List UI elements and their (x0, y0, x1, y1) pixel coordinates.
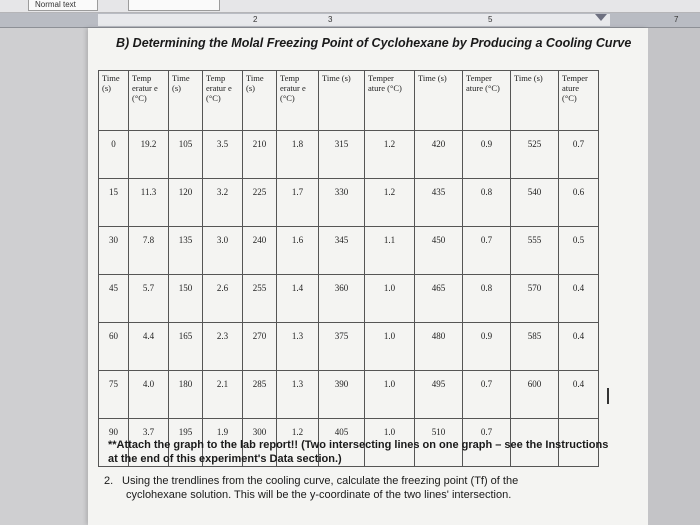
table-row (99, 275, 599, 323)
table-cell[interactable]: 600 (511, 371, 559, 419)
table-cell[interactable]: 375 (319, 323, 365, 371)
header-cell: Time (s) (169, 71, 203, 131)
right-indent-marker[interactable] (595, 14, 607, 21)
table-cell[interactable]: 1.1 (365, 227, 415, 275)
table-cell[interactable]: 495 (415, 371, 463, 419)
table-cell[interactable]: 105 (169, 131, 203, 179)
table-cell[interactable]: 285 (243, 371, 277, 419)
table-cell[interactable]: 60 (99, 323, 129, 371)
table-cell[interactable]: 480 (415, 323, 463, 371)
question-number: 2. (104, 475, 114, 487)
table-cell[interactable]: 7.8 (129, 227, 169, 275)
table-cell[interactable]: 540 (511, 179, 559, 227)
table-cell[interactable]: 0.9 (463, 323, 511, 371)
table-cell[interactable]: 0.4 (559, 275, 599, 323)
table-cell[interactable]: 45 (99, 275, 129, 323)
cooling-curve-table (98, 70, 599, 467)
table-cell[interactable]: 1.2 (365, 131, 415, 179)
table-cell[interactable]: 465 (415, 275, 463, 323)
table-cell[interactable]: 315 (319, 131, 365, 179)
table-cell[interactable]: 555 (511, 227, 559, 275)
table-cell[interactable]: 0.4 (559, 323, 599, 371)
table-cell[interactable]: 0.4 (559, 371, 599, 419)
table-cell[interactable]: 270 (243, 323, 277, 371)
table-cell[interactable]: 165 (169, 323, 203, 371)
notes-section (104, 438, 614, 502)
table-cell[interactable]: 1.8 (277, 131, 319, 179)
table-cell[interactable]: 1.3 (277, 323, 319, 371)
header-cell: Time (s) (511, 71, 559, 131)
table-cell[interactable]: 225 (243, 179, 277, 227)
header-cell: Time (s) (99, 71, 129, 131)
table-cell[interactable]: 2.3 (203, 323, 243, 371)
table-cell[interactable]: 210 (243, 131, 277, 179)
table-cell[interactable]: 3.0 (203, 227, 243, 275)
table-cell[interactable]: 405 (319, 419, 365, 467)
table-cell[interactable]: 1.9 (203, 419, 243, 467)
table-cell[interactable]: 2.6 (203, 275, 243, 323)
table-cell[interactable]: 0.8 (463, 179, 511, 227)
table-cell[interactable]: 1.4 (277, 275, 319, 323)
table-cell[interactable]: 3.5 (203, 131, 243, 179)
table-cell[interactable]: 240 (243, 227, 277, 275)
header-cell: Temp eratur e (°C) (277, 71, 319, 131)
paragraph-style-dropdown[interactable]: Normal text (28, 0, 98, 11)
table-cell[interactable]: 15 (99, 179, 129, 227)
ruler-mark: 3 (328, 15, 333, 24)
ruler-mark: 2 (253, 15, 258, 24)
question-2 (104, 474, 614, 502)
table-cell[interactable]: 255 (243, 275, 277, 323)
table-cell[interactable]: 0 (99, 131, 129, 179)
question-2-line-1: Using the trendlines from the cooling curve, calculate the freezing point (Tf) of the (122, 475, 519, 487)
table-header-row (99, 71, 599, 131)
table-cell[interactable]: 390 (319, 371, 365, 419)
table-cell[interactable]: 150 (169, 275, 203, 323)
table-cell[interactable]: 570 (511, 275, 559, 323)
table-cell[interactable]: 360 (319, 275, 365, 323)
header-cell: Temp eratur e (°C) (203, 71, 243, 131)
table-cell[interactable]: 0.7 (559, 131, 599, 179)
table-cell[interactable]: 3.2 (203, 179, 243, 227)
table-cell[interactable]: 1.0 (365, 275, 415, 323)
header-cell: Temper ature (°C) (365, 71, 415, 131)
question-2-line-2: cyclohexane solution. This will be the y-coordinate of the two lines' intersection. (126, 489, 512, 501)
table-cell[interactable]: 0.5 (559, 227, 599, 275)
table-cell[interactable]: 525 (511, 131, 559, 179)
table-cell[interactable]: 195 (169, 419, 203, 467)
table-cell[interactable]: 0.8 (463, 275, 511, 323)
table-cell[interactable]: 420 (415, 131, 463, 179)
ruler-mark: 7 (674, 15, 679, 24)
table-cell[interactable]: 510 (415, 419, 463, 467)
header-cell: Time (s) (319, 71, 365, 131)
table-cell[interactable]: 1.6 (277, 227, 319, 275)
table-cell[interactable]: 300 (243, 419, 277, 467)
table-cell[interactable]: 4.4 (129, 323, 169, 371)
font-dropdown[interactable] (128, 0, 220, 11)
ruler-track (98, 14, 610, 26)
table-row (99, 371, 599, 419)
table-cell[interactable]: 1.0 (365, 323, 415, 371)
table-cell[interactable]: 90 (99, 419, 129, 467)
table-cell[interactable]: 1.0 (365, 419, 415, 467)
table-cell[interactable]: 0.7 (463, 227, 511, 275)
table-row (99, 227, 599, 275)
table-cell[interactable]: 0.6 (559, 179, 599, 227)
table-cell[interactable]: 2.1 (203, 371, 243, 419)
table-cell[interactable]: 1.3 (277, 371, 319, 419)
table-cell[interactable]: 0.9 (463, 131, 511, 179)
table-cell[interactable]: 11.3 (129, 179, 169, 227)
table-cell[interactable]: 0.7 (463, 371, 511, 419)
ruler-mark: 5 (488, 15, 493, 24)
table-cell[interactable]: 3.7 (129, 419, 169, 467)
table-row (99, 323, 599, 371)
header-cell: Time (s) (415, 71, 463, 131)
header-cell: Time (s) (243, 71, 277, 131)
header-cell: Temper ature (°C) (559, 71, 599, 131)
table-cell[interactable]: 0.7 (463, 419, 511, 467)
attach-graph-note: **Attach the graph to the lab report!! (Two intersecting lines on one graph – see the Instructions at the end of this experiment's Data section.) (108, 439, 609, 465)
table-cell[interactable]: 435 (415, 179, 463, 227)
table-row (99, 131, 599, 179)
header-cell: Temper ature (°C) (463, 71, 511, 131)
table-cell[interactable]: 1.7 (277, 179, 319, 227)
table-cell[interactable]: 585 (511, 323, 559, 371)
table-cell[interactable]: 135 (169, 227, 203, 275)
document-page[interactable] (88, 28, 648, 525)
table-body (99, 131, 599, 467)
table-cell[interactable]: 180 (169, 371, 203, 419)
table-row (99, 179, 599, 227)
page-margin-area (648, 28, 700, 525)
table-cell[interactable]: 330 (319, 179, 365, 227)
table-cell[interactable]: 1.2 (277, 419, 319, 467)
table-cell[interactable]: 345 (319, 227, 365, 275)
text-cursor (607, 388, 609, 404)
ruler[interactable] (0, 13, 700, 28)
table-cell[interactable]: 120 (169, 179, 203, 227)
table-cell[interactable]: 4.0 (129, 371, 169, 419)
table-cell[interactable]: 30 (99, 227, 129, 275)
header-cell: Temp eratur e (°C) (129, 71, 169, 131)
section-heading: B) Determining the Molal Freezing Point of Cyclohexane by Producing a Cooling Curve (116, 36, 632, 50)
table-cell[interactable]: 1.2 (365, 179, 415, 227)
table-cell[interactable]: 1.0 (365, 371, 415, 419)
table-cell[interactable]: 450 (415, 227, 463, 275)
table-cell[interactable]: 75 (99, 371, 129, 419)
table-cell[interactable]: 5.7 (129, 275, 169, 323)
toolbar (0, 0, 700, 13)
table-cell[interactable]: 19.2 (129, 131, 169, 179)
